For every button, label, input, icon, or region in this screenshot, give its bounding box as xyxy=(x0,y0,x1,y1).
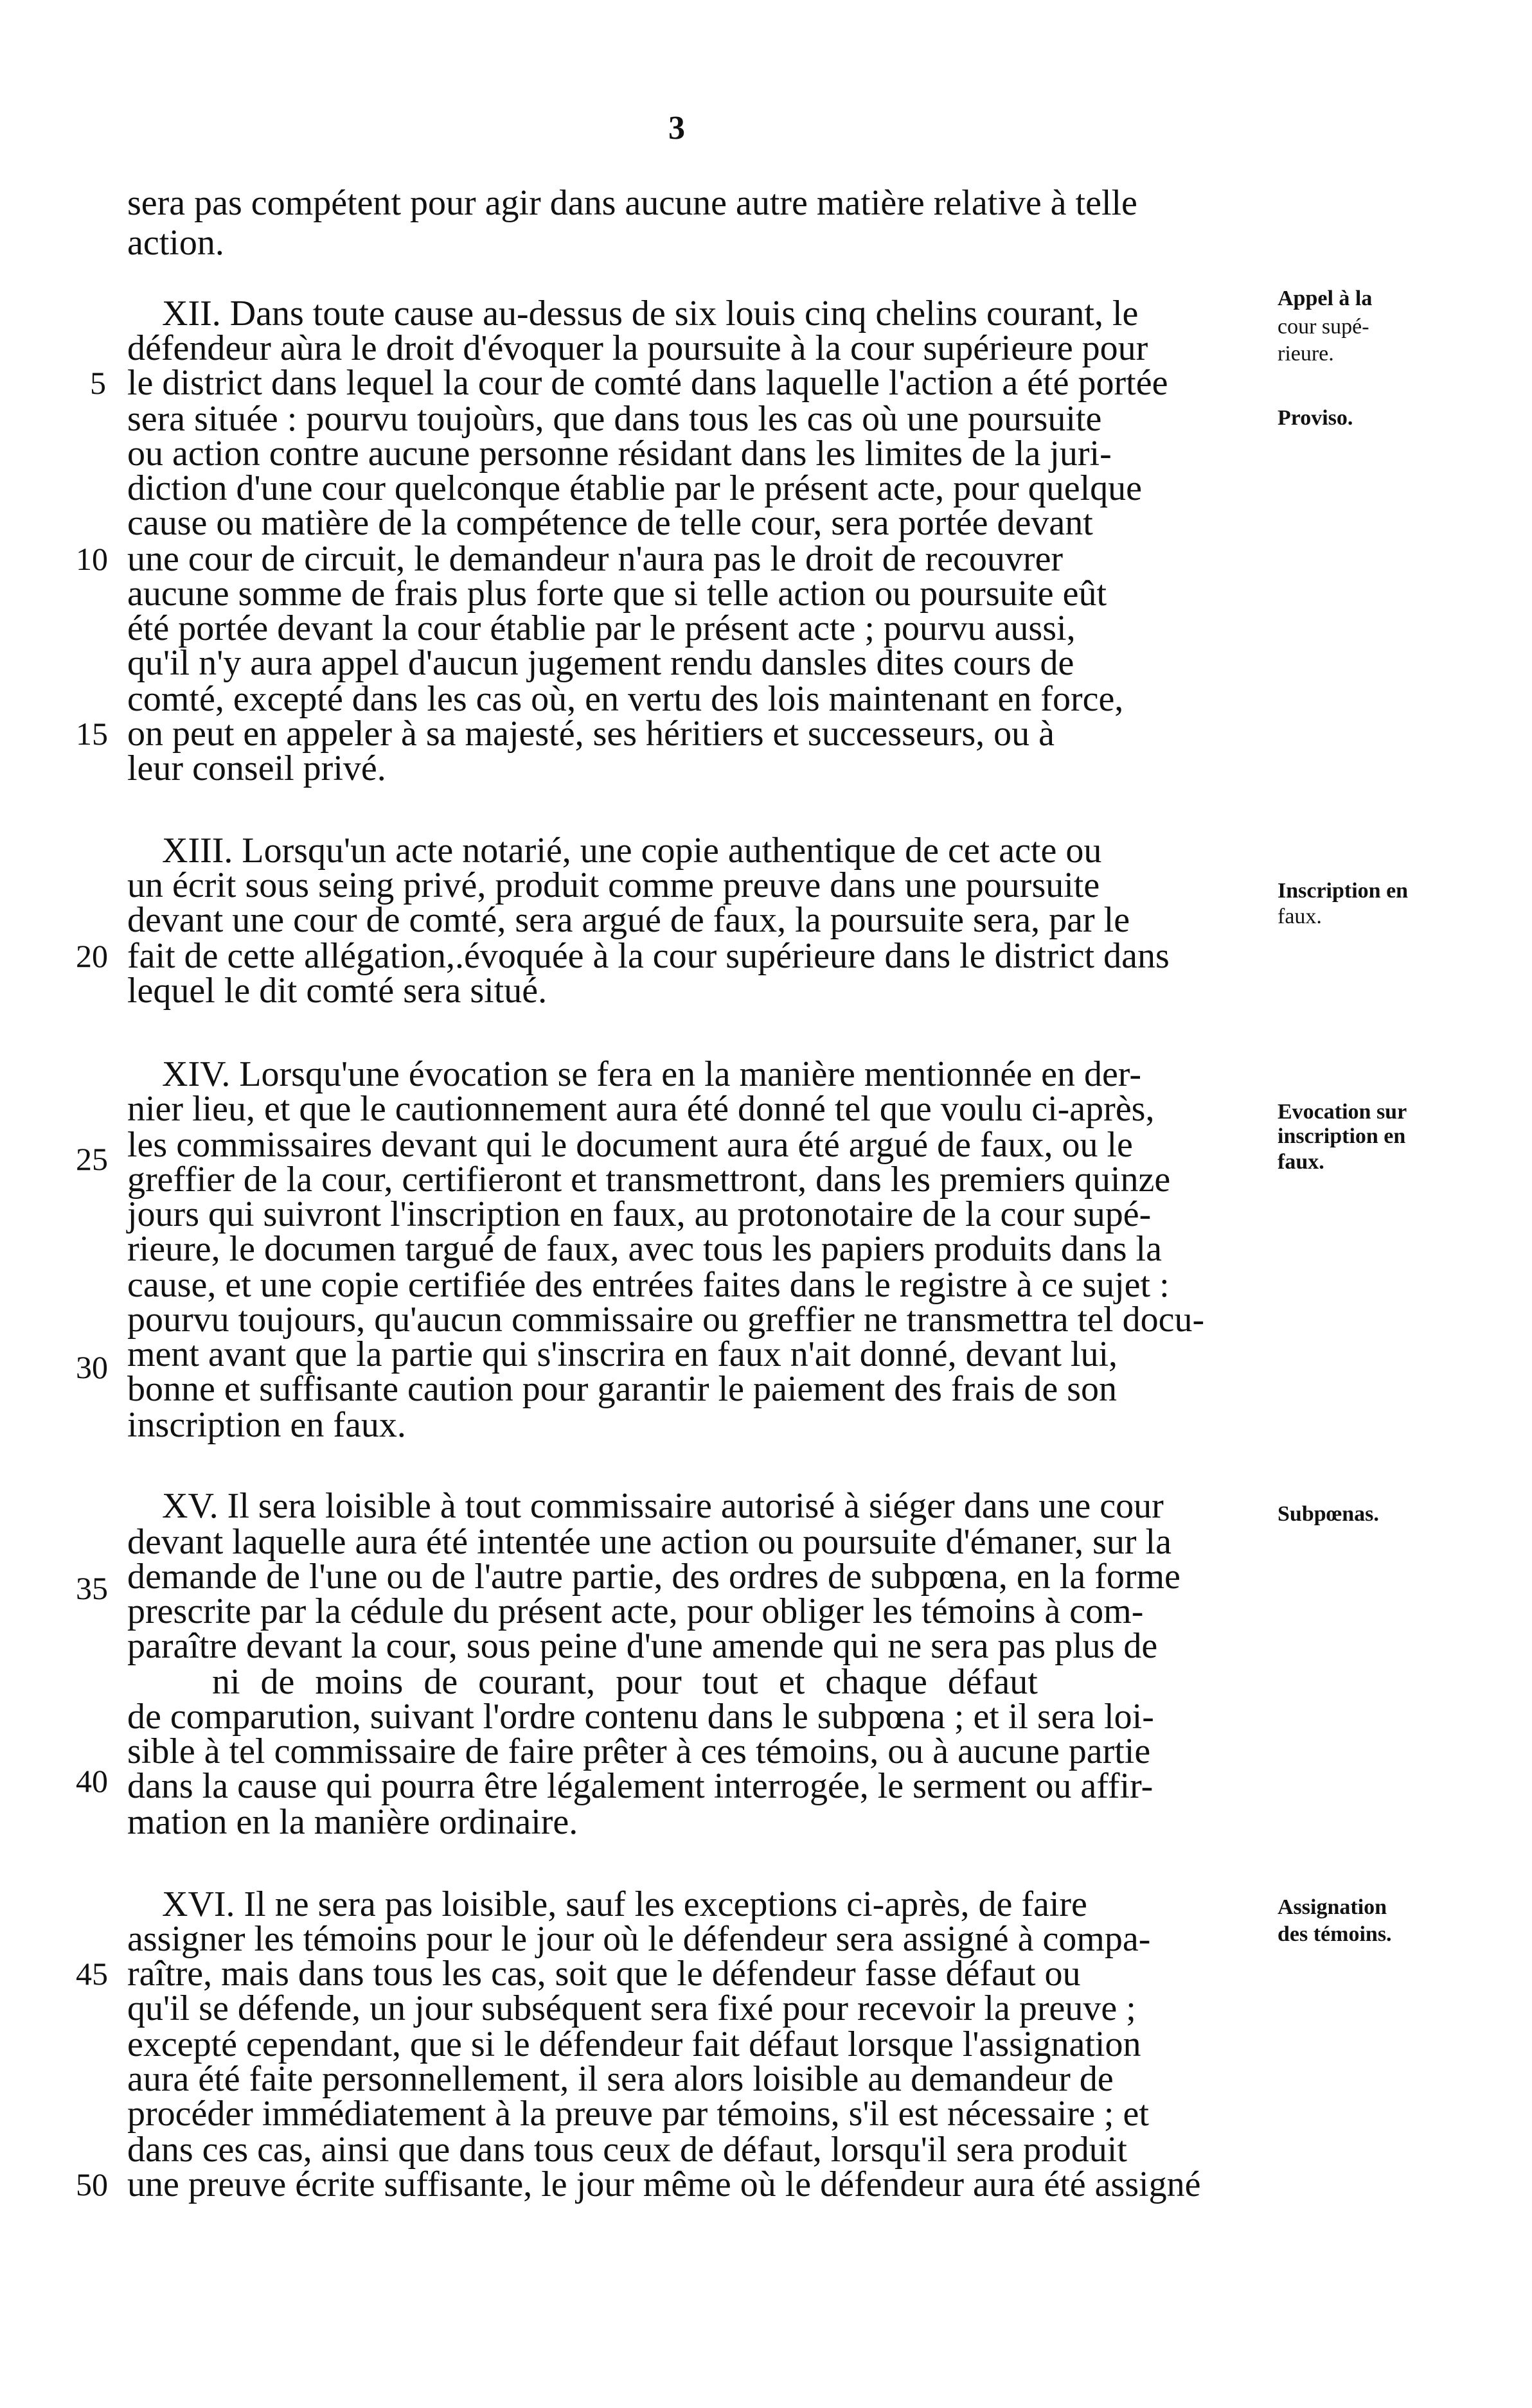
margin-note: Assignation xyxy=(1278,1895,1387,1919)
text-line: un écrit sous seing privé, produit comme preuve dans une poursuite xyxy=(127,865,1100,905)
text-line: de comparution, suivant l'ordre contenu dans le subpœna ; et il sera loi- xyxy=(127,1697,1154,1737)
text-line: inscription en faux. xyxy=(127,1405,406,1445)
margin-note: Evocation sur xyxy=(1278,1100,1407,1124)
text-line: mation en la manière ordinaire. xyxy=(127,1802,578,1842)
line-number: 40 xyxy=(76,1763,108,1799)
text-line: cause, et une copie certifiée des entrées faites dans le registre à ce sujet : xyxy=(127,1265,1170,1305)
line-number: 5 xyxy=(90,365,106,401)
text-line: les commissaires devant qui le document aura été argué de faux, ou le xyxy=(127,1125,1133,1165)
margin-note: faux. xyxy=(1278,1150,1324,1174)
text-line: prescrite par la cédule du présent acte, pour obliger les témoins à com- xyxy=(127,1591,1144,1631)
text-line: cause ou matière de la compétence de telle cour, sera portée devant xyxy=(127,503,1093,543)
line-number: 45 xyxy=(76,1956,108,1992)
text-line: greffier de la cour, certifieront et transmettront, dans les premiers quinze xyxy=(127,1160,1171,1200)
text-line: jours qui suivront l'inscription en faux, au protonotaire de la cour supé- xyxy=(127,1194,1152,1234)
text-line: bonne et suffisante caution pour garantir le paiement des frais de son xyxy=(127,1369,1118,1409)
text-line: aura été faite personnellement, il sera alors loisible au demandeur de xyxy=(127,2059,1114,2099)
margin-note: Subpœnas. xyxy=(1278,1502,1379,1526)
line-number: 10 xyxy=(76,541,108,577)
text-line: on peut en appeler à sa majesté, ses héritiers et successeurs, ou à xyxy=(127,714,1055,754)
text-line: devant laquelle aura été intentée une action ou poursuite d'émaner, sur la xyxy=(127,1522,1171,1562)
text-line: une cour de circuit, le demandeur n'aura pas le droit de recouvrer xyxy=(127,539,1064,579)
line-number: 30 xyxy=(76,1349,108,1385)
text-line: XIII. Lorsqu'un acte notarié, une copie authentique de cet acte ou xyxy=(162,831,1102,871)
text-line: fait de cette allégation,.évoquée à la cour supérieure dans le district dans xyxy=(127,936,1170,976)
text-line: diction d'une cour quelconque établie par le présent acte, pour quelque xyxy=(127,468,1143,508)
text-line: assigner les témoins pour le jour où le défendeur sera assigné à compa- xyxy=(127,1919,1151,1959)
line-number: 50 xyxy=(76,2166,108,2202)
text-line: nier lieu, et que le cautionnement aura été donné tel que voulu ci-après, xyxy=(127,1089,1155,1129)
text-line: été portée devant la cour établie par le présent acte ; pourvu aussi, xyxy=(127,608,1076,648)
line-number: 25 xyxy=(76,1141,108,1177)
text-line: pourvu toujours, qu'aucun commissaire ou greffier ne transmettra tel docu- xyxy=(127,1300,1205,1340)
text-line: sera située : pourvu toujoùrs, que dans tous les cas où une poursuite xyxy=(127,399,1102,439)
text-line: rieure, le documen targué de faux, avec tous les papiers produits dans la xyxy=(127,1229,1162,1269)
margin-note: inscription en xyxy=(1278,1124,1406,1148)
text-line: XVI. Il ne sera pas loisible, sauf les exceptions ci-après, de faire xyxy=(162,1884,1087,1924)
line-number: 20 xyxy=(76,938,108,974)
margin-note: Inscription en xyxy=(1278,879,1409,903)
line-number: 15 xyxy=(76,716,108,752)
text-line: leur conseil privé. xyxy=(127,748,386,788)
text-line: comté, excepté dans les cas où, en vertu des lois maintenant en force, xyxy=(127,679,1124,719)
page-number: 3 xyxy=(668,110,685,146)
text-line: aucune somme de frais plus forte que si telle action ou poursuite eût xyxy=(127,574,1107,614)
text-line: sera pas compétent pour agir dans aucune autre matière relative à telle xyxy=(127,183,1137,223)
text-line: XIV. Lorsqu'une évocation se fera en la manière mentionnée en der- xyxy=(162,1054,1141,1094)
text-line: sible à tel commissaire de faire prêter à ces témoins, ou à aucune partie xyxy=(127,1731,1151,1771)
text-line: ou action contre aucune personne résidant dans les limites de la juri- xyxy=(127,434,1112,474)
text-line: qu'il n'y aura appel d'aucun jugement rendu dansles dites cours de xyxy=(127,643,1074,683)
text-line: raître, mais dans tous les cas, soit que le défendeur fasse défaut ou xyxy=(127,1954,1081,1994)
margin-note: Proviso. xyxy=(1278,406,1353,430)
text-line: lequel le dit comté sera situé. xyxy=(127,971,548,1011)
text-line: XV. Il sera loisible à tout commissaire autorisé à siéger dans une cour xyxy=(162,1486,1164,1526)
text-line: demande de l'une ou de l'autre partie, des ordres de subpœna, en la forme xyxy=(127,1557,1180,1597)
text-line: ment avant que la partie qui s'inscrira en faux n'ait donné, devant lui, xyxy=(127,1334,1118,1374)
text-line: XII. Dans toute cause au-dessus de six louis cinq chelins courant, le xyxy=(162,294,1139,333)
text-line: dans la cause qui pourra être légalement interrogée, le serment ou affir- xyxy=(127,1766,1153,1806)
text-line: procéder immédiatement à la preuve par témoins, s'il est nécessaire ; et xyxy=(127,2094,1149,2134)
text-line: qu'il se défende, un jour subséquent sera fixé pour recevoir la preuve ; xyxy=(127,1988,1136,2028)
text-line: devant une cour de comté, sera argué de faux, la poursuite sera, par le xyxy=(127,900,1130,940)
text-line: excepté cependant, que si le défendeur fait défaut lorsque l'assignation xyxy=(127,2024,1141,2064)
margin-note: cour supé- xyxy=(1278,315,1369,339)
margin-note: des témoins. xyxy=(1278,1922,1392,1946)
text-line: une preuve écrite suffisante, le jour même où le défendeur aura été assigné xyxy=(127,2165,1201,2204)
text-line: paraître devant la cour, sous peine d'une amende qui ne sera pas plus de xyxy=(127,1626,1158,1666)
margin-note: faux. xyxy=(1278,905,1322,928)
text-line: dans ces cas, ainsi que dans tous ceux de défaut, lorsqu'il sera produit xyxy=(127,2130,1127,2170)
margin-note: Appel à la xyxy=(1278,287,1373,310)
text-line: ni de moins de courant, pour tout et chaque défaut xyxy=(212,1662,1038,1702)
text-line: le district dans lequel la cour de comté dans laquelle l'action a été portée xyxy=(127,363,1168,403)
margin-note: rieure. xyxy=(1278,342,1334,366)
line-number: 35 xyxy=(76,1570,108,1606)
text-line: défendeur aùra le droit d'évoquer la poursuite à la cour supérieure pour xyxy=(127,328,1148,368)
text-line: action. xyxy=(127,223,224,263)
